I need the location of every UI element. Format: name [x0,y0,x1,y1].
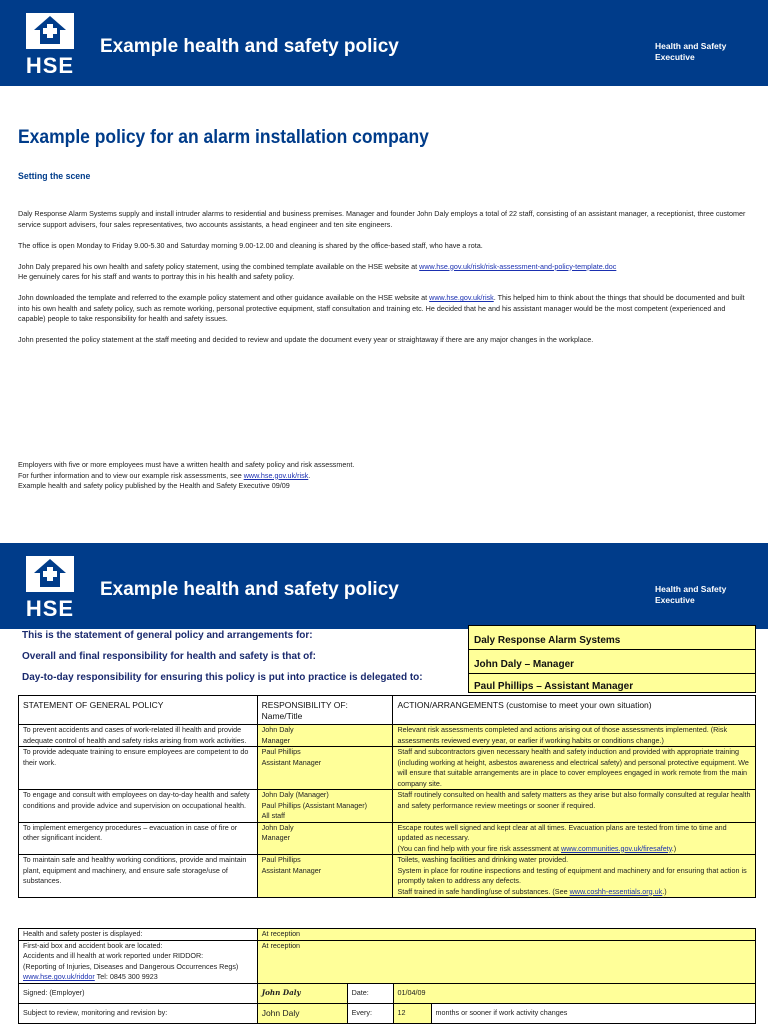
review-interval-field[interactable]: 12 [393,1003,431,1023]
column-header: STATEMENT OF GENERAL POLICY [19,696,258,725]
overall-responsibility-field[interactable]: John Daly – Manager [468,650,756,674]
field-label: Health and safety poster is displayed: [19,929,258,941]
field-label: First-aid box and accident book are located: Accidents and ill health at work reported under RIDDOR: (Reporting of Injuries, Diseases and Dangerous Occurrences Regs) www.hse.gov.uk/riddor Tel: 0845 300 9923 [19,940,258,983]
field-label: Subject to review, monitoring and revision by: [19,1003,258,1023]
action-cell[interactable]: Escape routes well signed and kept clear at all times. Evacuation plans are tested from time to time and updated as necessary. (You can find help with your fire risk assessment at www.communities.gov.uk/firesafety.) [393,822,756,855]
field-label: Every: [347,1003,393,1023]
riddor-link[interactable]: www.hse.gov.uk/riddor [23,972,95,981]
hse-logo-text: HSE [25,596,75,621]
banner-executive: Health and Safety Executive [655,41,727,62]
body-text [18,209,753,356]
template-link[interactable]: www.hse.gov.uk/risk/risk-assessment-and-policy-template.doc [419,261,617,271]
table-row [19,855,756,898]
paragraph: John Daly prepared his own health and safety policy statement, using the combined template available on the HSE website at www.hse.gov.uk/risk/risk-assessment-and-policy-template.doc He genuinely cares for his staff and wants to portray this in his health and safety policy. [18,261,617,281]
hse-banner [0,0,768,86]
field-label: months or sooner if work activity changes [431,1003,756,1023]
coshh-link[interactable]: www.coshh-essentials.org.uk [569,886,663,896]
field-label: Date: [347,983,393,1003]
page-title: Example policy for an alarm installation company [18,127,429,148]
column-header: ACTION/ARRANGEMENTS (customise to meet your own situation) [393,696,756,725]
action-cell[interactable]: Relevant risk assessments completed and actions arising out of those assessments implemented. (Risk assessments reviewed every year, or earlier if working habits or conditions change.) [393,725,756,747]
paragraph: Daly Response Alarm Systems supply and install intruder alarms to residential and business premises. Manager and founder John Daly employs a total of 22 staff, consisting of an assistant manager, a receptionist, three customer service support advisers, four sales representatives, two accounts assistants, a head engineer and ten site engineers. [18,209,746,229]
table-row [19,983,756,1003]
hse-banner [0,543,768,629]
responsibility-cell[interactable]: John Daly (Manager) Paul Phillips (Assistant Manager) All staff [257,790,393,823]
first-aid-location-field[interactable]: At reception [257,940,755,983]
poster-location-field[interactable]: At reception [257,929,755,941]
page-divider [0,530,768,542]
responsibility-cell[interactable]: John Daly Manager [257,822,393,855]
responsibility-cell[interactable]: Paul Phillips Assistant Manager [257,747,393,790]
statement-cell: To prevent accidents and cases of work-related ill health and provide adequate control of health and safety risks arising from work activities. [19,725,258,747]
hse-logo [22,10,78,78]
responsibility-cell[interactable]: John Daly Manager [257,725,393,747]
table-row [19,790,756,823]
hse-logo-icon [22,553,78,595]
statement-cell: To engage and consult with employees on day-to-day health and safety conditions and provide advice and supervision on occupational health. [19,790,258,823]
banner-title: Example health and safety policy [100,579,399,600]
policy-intro [22,630,462,693]
action-cell[interactable]: Staff routinely consulted on health and safety matters as they arise but also formally consulted at regular health and safety performance review meetings or sooner if required. [393,790,756,823]
field-label: Signed: (Employer) [19,983,258,1003]
banner-title: Example health and safety policy [100,36,399,57]
arrangements-table [18,928,756,1024]
statement-cell: To provide adequate training to ensure employees are competent to do their work. [19,747,258,790]
table-row [19,747,756,790]
action-cell[interactable]: Staff and subcontractors given necessary health and safety induction and provided with appropriate training (including working at height, asbestos awareness and electrical safety) and personal protective equipment. We will ensure that suitable arrangements are in place to cover employees engaged in work remote from the main company site. [393,747,756,790]
column-header: RESPONSIBILITY OF: Name/Title [257,696,393,725]
intro-line: Day-to-day responsibility for ensuring this policy is put into practice is delegated to: [22,672,423,683]
policy-table [18,695,756,898]
table-row [19,940,756,983]
table-header-row [19,696,756,725]
date-field[interactable]: 01/04/09 [393,983,755,1003]
table-row [19,725,756,747]
paragraph: John presented the policy statement at the staff meeting and decided to review and update the document every year or straightaway if there are any major changes in the workplace. [18,335,594,344]
intro-line: Overall and final responsibility for health and safety is that of: [22,651,316,662]
hse-logo [22,553,78,621]
intro-line: This is the statement of general policy and arrangements for: [22,630,313,641]
footer-notes: Employers with five or more employees must have a written health and safety policy and risk assessment. For further information and to view our example risk assessments, see www.hse.gov.uk/risk. Example health and safety policy published by the Health and Safety Executive 09/09 [18,460,355,490]
company-name-field[interactable]: Daly Response Alarm Systems [468,625,756,650]
action-cell[interactable]: Toilets, washing facilities and drinking water provided. System in place for routine inspections and testing of equipment and machinery and for ensuring that action is promptly taken to address any defects. Staff trained in safe handling/use of substances. (See www.coshh-essentials.org.uk.) [393,855,756,898]
footer-risk-link[interactable]: www.hse.gov.uk/risk [243,470,309,480]
firesafety-link[interactable]: www.communities.gov.uk/firesafety [561,843,672,853]
responsibility-cell[interactable]: Paul Phillips Assistant Manager [257,855,393,898]
section-subtitle: Setting the scene [18,171,91,182]
risk-link[interactable]: www.hse.gov.uk/risk [429,293,494,302]
policy-answers [468,625,756,693]
day-to-day-responsibility-field[interactable]: Paul Phillips – Assistant Manager [468,674,756,693]
hse-logo-text: HSE [25,53,75,78]
table-row [19,822,756,855]
hse-logo-icon [22,10,78,52]
paragraph: John downloaded the template and referred to the example policy statement and other guidance available on the HSE website at www.hse.gov.uk/risk. This helped him to think about the things that should be documented and built into his own health and safety policy, such as remote working, personal protective equipment, staff consultation and training etc. He decided that he and his assistant manager would be the most competent (experienced and capable) people to take responsibility for health and safety issues. [18,293,745,323]
table-row [19,929,756,941]
paragraph: The office is open Monday to Friday 9.00-5.30 and Saturday morning 9.00-12.00 and cleaning is shared by the office-based staff, who have a rota. [18,240,483,250]
statement-cell: To maintain safe and healthy working conditions, provide and maintain plant, equipment and machinery, and ensure safe storage/use of substances. [19,855,258,898]
signature-field[interactable]: John Daly [257,983,347,1003]
table-row [19,1003,756,1023]
reviewer-field[interactable]: John Daly [257,1003,347,1023]
banner-executive: Health and Safety Executive [655,584,727,605]
statement-cell: To implement emergency procedures – evacuation in case of fire or other significant incident. [19,822,258,855]
policy-page-2 [0,543,768,1024]
